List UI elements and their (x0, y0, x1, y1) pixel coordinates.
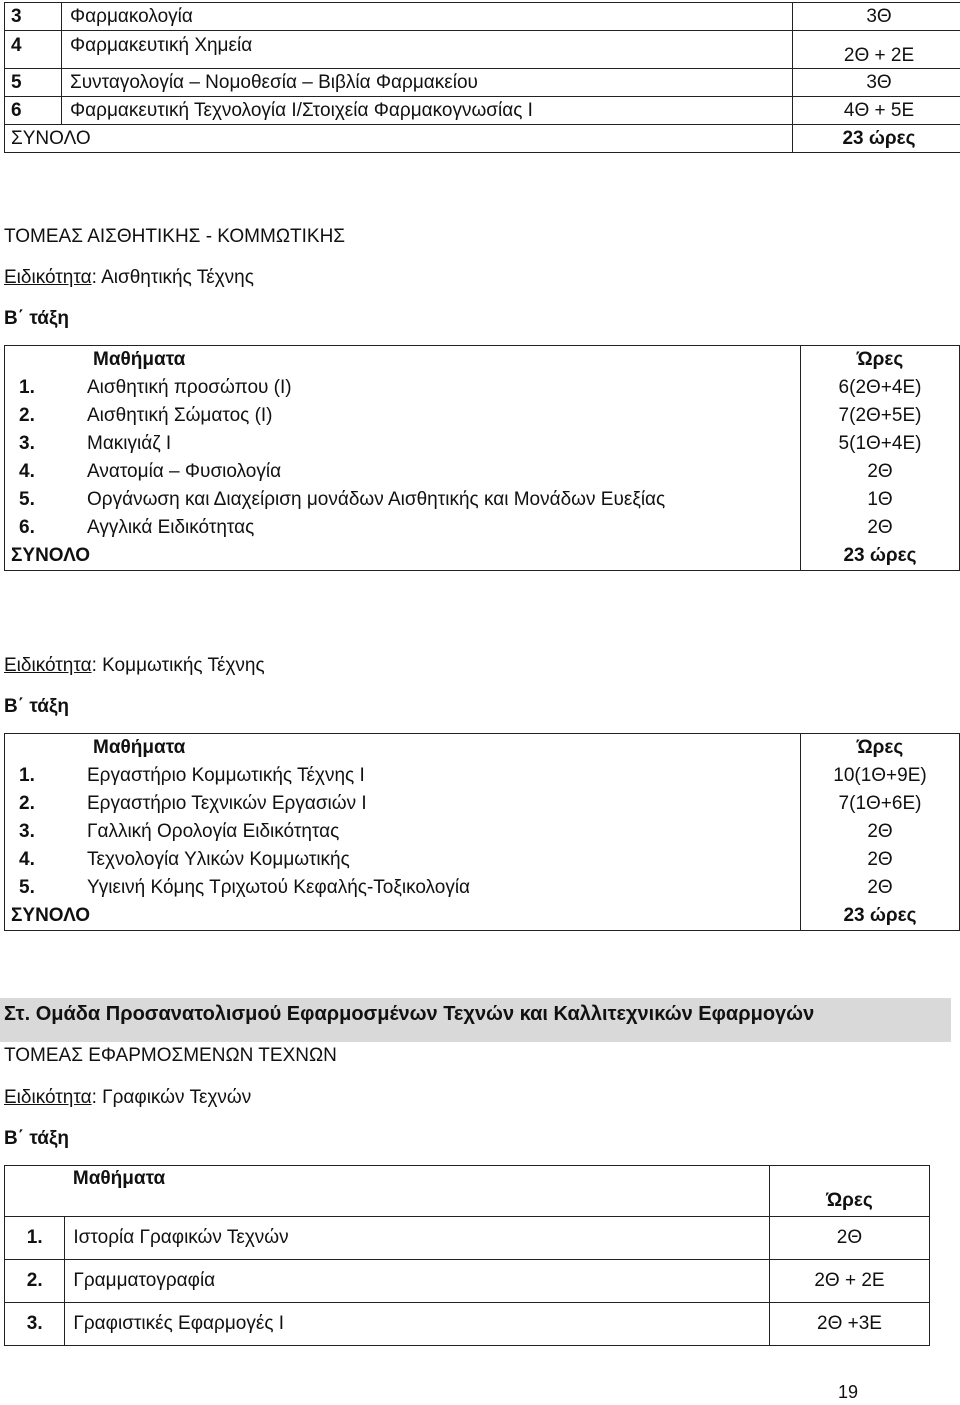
table-row (5, 874, 960, 902)
subject-cell: Γαλλική Ορολογία Ειδικότητας (87, 821, 340, 842)
group-heading: Στ. Ομάδα Προσανατολισμού Εφαρμοσμένων Τεχνών και Καλλιτεχνικών Εφαρμογών (4, 1003, 815, 1025)
table-row (5, 762, 960, 790)
grade-heading: Β΄ τάξη (4, 1128, 70, 1149)
header-hours: Ώρες (769, 1166, 929, 1217)
graphic-arts-subjects-table (4, 1165, 930, 1346)
row-number: 3. (19, 433, 35, 454)
row-number: 5. (19, 877, 35, 898)
row-number: 2. (19, 793, 35, 814)
total-label: ΣΥΝΟΛΟ (5, 902, 801, 931)
row-number: 1. (5, 1217, 65, 1260)
subject-cell: Οργάνωση και Διαχείριση μονάδων Αισθητικής και Μονάδων Ευεξίας (87, 489, 666, 510)
specialty-name: : Γραφικών Τεχνών (91, 1087, 252, 1108)
row-number: 2. (19, 405, 35, 426)
header-subjects: Μαθήματα (65, 1166, 770, 1217)
sector-heading: ΤΟΜΕΑΣ ΕΦΑΡΜΟΣΜΕΝΩΝ ΤΕΧΝΩΝ (4, 1045, 337, 1066)
table-row (5, 402, 960, 430)
table-header-row (5, 346, 960, 375)
subject-cell: Αισθητική προσώπου (Ι) (87, 377, 292, 398)
row-number: 2. (5, 1260, 65, 1303)
hours-cell: 3Θ (793, 69, 960, 97)
hours-cell: 2Θ (801, 846, 960, 874)
subject-cell: Φαρμακολογία (62, 3, 793, 31)
total-row (5, 125, 960, 153)
hours-cell: 1Θ (801, 486, 960, 514)
table-row (5, 458, 960, 486)
hours-cell: 2Θ + 2Ε (769, 1260, 929, 1303)
table-row (5, 514, 960, 542)
subject-cell: Αισθητική Σώματος (Ι) (87, 405, 273, 426)
row-number: 3. (19, 821, 35, 842)
hours-cell: 2Θ (801, 458, 960, 486)
hours-cell: 2Θ + 2Ε (793, 31, 960, 69)
hours-cell: 2Θ (801, 514, 960, 542)
row-number: 6 (5, 97, 62, 125)
total-row (5, 902, 960, 931)
row-number: 5. (19, 489, 35, 510)
specialty-name: : Αισθητικής Τέχνης (91, 267, 254, 288)
subject-cell: Φαρμακευτική Χημεία (62, 31, 793, 69)
total-hours: 23 ώρες (801, 542, 960, 571)
total-row (5, 542, 960, 571)
row-number: 5 (5, 69, 62, 97)
hairdressing-subjects-table (4, 733, 960, 931)
table-row (5, 1303, 930, 1346)
subject-cell: Υγιεινή Κόμης Τριχωτού Κεφαλής-Τοξικολογία (87, 877, 471, 898)
header-subjects: Μαθήματα (93, 349, 186, 370)
total-hours: 23 ώρες (801, 902, 960, 931)
subject-cell: Τεχνολογία Υλικών Κομμωτικής (87, 849, 350, 870)
specialty-label: Ειδικότητα (4, 1087, 92, 1108)
subject-cell: Συνταγολογία – Νομοθεσία – Βιβλία Φαρμακείου (62, 69, 793, 97)
row-number: 4. (19, 849, 35, 870)
table-row (5, 430, 960, 458)
header-subjects: Μαθήματα (93, 737, 186, 758)
grade-heading: Β΄ τάξη (4, 696, 70, 717)
hours-cell: 6(2Θ+4Ε) (801, 374, 960, 402)
table-row (5, 818, 960, 846)
table-row (5, 486, 960, 514)
hours-cell: 7(1Θ+6Ε) (801, 790, 960, 818)
subject-cell: Γραφιστικές Εφαρμογές Ι (65, 1303, 770, 1346)
grade-heading: Β΄ τάξη (4, 308, 70, 329)
table-row (5, 97, 960, 125)
aesthetics-subjects-table (4, 345, 960, 571)
hours-cell: 2Θ (801, 874, 960, 902)
table-row (5, 790, 960, 818)
table-row (5, 3, 960, 31)
subject-cell: Ιστορία Γραφικών Τεχνών (65, 1217, 770, 1260)
specialty-heading (4, 1087, 251, 1109)
table-header-row (5, 734, 960, 763)
hours-cell: 5(1Θ+4Ε) (801, 430, 960, 458)
sector-heading: ΤΟΜΕΑΣ ΑΙΣΘΗΤΙΚΗΣ - ΚΟΜΜΩΤΙΚΗΣ (4, 226, 346, 247)
hours-cell: 10(1Θ+9Ε) (801, 762, 960, 790)
row-number: 1. (19, 377, 35, 398)
total-label: ΣΥΝΟΛΟ (5, 542, 801, 571)
row-number: 4 (5, 31, 62, 69)
table-row (5, 31, 960, 69)
subject-cell: Φαρμακευτική Τεχνολογία Ι/Στοιχεία Φαρμακογνωσίας Ι (62, 97, 793, 125)
total-hours: 23 ώρες (793, 125, 960, 153)
hours-cell: 2Θ (801, 818, 960, 846)
hours-cell: 7(2Θ+5Ε) (801, 402, 960, 430)
subject-cell: Μακιγιάζ Ι (87, 433, 172, 454)
header-hours: Ώρες (801, 346, 960, 375)
pharmacy-subjects-table (4, 2, 960, 153)
header-hours: Ώρες (801, 734, 960, 763)
subject-cell: Γραμματογραφία (65, 1260, 770, 1303)
table-row (5, 374, 960, 402)
row-number: 1. (19, 765, 35, 786)
table-header-row (5, 1166, 930, 1217)
row-number: 3 (5, 3, 62, 31)
table-row (5, 1217, 930, 1260)
specialty-label: Ειδικότητα (4, 267, 92, 288)
subject-cell: Εργαστήριο Κομμωτικής Τέχνης Ι (87, 765, 365, 786)
table-row (5, 846, 960, 874)
row-number: 4. (19, 461, 35, 482)
hours-cell: 2Θ +3Ε (769, 1303, 929, 1346)
hours-cell: 2Θ (769, 1217, 929, 1260)
subject-cell: Ανατομία – Φυσιολογία (87, 461, 282, 482)
specialty-heading (4, 655, 265, 677)
subject-cell: Αγγλικά Ειδικότητας (87, 517, 255, 538)
row-number: 6. (19, 517, 35, 538)
specialty-heading (4, 267, 254, 289)
table-row (5, 69, 960, 97)
row-number: 3. (5, 1303, 65, 1346)
page-number: 19 (838, 1382, 859, 1402)
hours-cell: 4Θ + 5Ε (793, 97, 960, 125)
hours-cell: 3Θ (793, 3, 960, 31)
header-spacer (5, 1166, 65, 1217)
subject-cell: Εργαστήριο Τεχνικών Εργασιών Ι (87, 793, 367, 814)
total-label: ΣΥΝΟΛΟ (5, 125, 793, 153)
table-row (5, 1260, 930, 1303)
specialty-name: : Κομμωτικής Τέχνης (91, 655, 265, 676)
specialty-label: Ειδικότητα (4, 655, 92, 676)
